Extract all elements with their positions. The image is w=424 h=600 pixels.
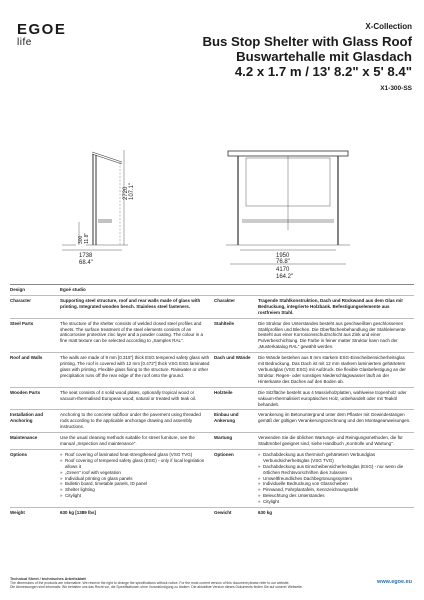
label-roof-en: Roof and Walls	[10, 355, 43, 361]
logo-brand: EGOE	[17, 21, 67, 38]
option-item: » Individuelle Bedruckung von Glasscheiben	[258, 481, 412, 487]
website-link[interactable]: www.egoe.eu	[377, 579, 412, 585]
brand-logo	[17, 22, 66, 48]
title-dimensions: 4.2 x 1.7 m / 13' 8.2" x 5' 8.4"	[234, 63, 412, 79]
dim-inner-in: 76.8"	[276, 259, 290, 265]
option-item: » Shelter lighting	[60, 487, 210, 493]
steel-en: The structure of the shelter consists of welded closed steel profiles and sheets. The surface treatment of the steel elements consists of an anticorrosive protective zinc layer and a powder coating. The colour in a fine matt texture can be selected according to „Samples RAL".	[60, 320, 203, 344]
label-wood-de: Holzteile	[214, 389, 233, 395]
maint-en: Use the usual cleaning methods suitable for street furniture, see the manual „Inspection and maintenance".	[60, 435, 195, 447]
label-design: Design	[10, 287, 26, 292]
dim-depth-mm: 1738	[79, 253, 93, 259]
label-steel-de: Stahlteile	[214, 320, 235, 326]
label-steel-en: Steel Parts	[10, 320, 34, 326]
footer-disclaimer-en: The dimensions of the products are informative. We reserve the right to change the specifications without notice. For the most current version of this document please refer to our website.	[10, 581, 290, 586]
steel-de: Die Struktur des Unterstandes besteht aus geschweißten geschlossenen Stahlprofilen und Blechen. Die Oberflächenbehandlung der Stahlelemente besteht aus einer Korrosionsschutzschicht aus Zink und einer Pulverbeschichtung. Die Farbe in feiner matter Struktur kann nach der „Musterkatalog RAL" gewählt werden.	[258, 320, 406, 350]
dim-bench-mm: 300	[78, 235, 84, 244]
label-install-de: Einbau und Ankerung	[214, 412, 239, 424]
spec-row-character	[10, 295, 414, 318]
dim-width-mm: 4170	[276, 267, 290, 273]
label-character-en: Character	[10, 297, 32, 303]
spec-row-wood	[10, 387, 414, 410]
option-item: » Roof covering of laminated heat-strengthened glass (VSG TVG)	[60, 452, 210, 458]
option-item: » Individual printing on glass panels	[60, 476, 210, 482]
label-maint-de: Wartung	[214, 435, 233, 441]
dim-depth-in: 68.4"	[79, 260, 93, 266]
spec-row-maintenance	[10, 432, 414, 449]
title-de: Buswartehalle mit Glasdach	[236, 48, 412, 64]
side-view-drawing	[62, 152, 128, 245]
spec-row-options	[10, 449, 414, 507]
option-item: » Roof covering of tempered safety glass (ESG) - only if local legislation allows it	[60, 458, 210, 470]
weight-de: 630 kg	[258, 510, 273, 516]
technical-drawing	[0, 140, 424, 280]
dim-bench-in: 11.8"	[84, 232, 90, 244]
dim-height-in: 107.1"	[129, 182, 135, 200]
label-character-de: Charakter	[214, 297, 236, 303]
logo-sub: life	[17, 37, 32, 48]
option-item: » Beleuchtung des Unterstandes	[258, 493, 412, 499]
install-en: Anchoring to the concrete subfloor under the pavement using threaded rods according to the applicable anchorage drawing and assembly instructions.	[60, 412, 201, 430]
title-en: Bus Stop Shelter with Glass Roof	[202, 33, 412, 49]
dimension-lines	[62, 150, 346, 264]
dim-height-mm: 2720	[123, 186, 129, 200]
label-maint-en: Maintenance	[10, 435, 38, 441]
label-options-de: Optionen	[214, 451, 234, 457]
option-item: » Citylight	[258, 499, 412, 505]
label-options-en: Options	[10, 451, 27, 457]
install-de: Verankerung im Betonuntergrund unter dem Pflaster mit Gewindestangen gemäß der gültigen Verankerungszeichnung und den Montageanweisungen.	[258, 412, 411, 424]
spec-row-weight	[10, 507, 414, 518]
specification-table	[10, 284, 414, 518]
options-list-de	[258, 452, 412, 505]
label-weight-de: Gewicht	[214, 510, 232, 516]
label-weight-en: Weight	[10, 510, 25, 516]
label-install-en: Installation and Anchoring	[10, 412, 44, 424]
character-de: Tragende Stahlkonstruktion, Dach und Rückwand aus dem Glas mit Bedruckung, integrierte Holzbank. Befestigungselemente aus rostfreiem Stahl.	[258, 297, 403, 315]
option-item: » Citylight	[60, 493, 210, 499]
character-en: Supporting steel structure, roof and rear walls made of glass with printing. Integrated wooden bench. Stainless steel fasteners.	[60, 297, 201, 309]
maint-de: Verwenden Sie die üblichen Wartungs- und Reinigungsmethoden, die für Stadtmöbel geeignet sind, siehe Handbuch „Kontrolle und Wartung".	[258, 435, 403, 447]
document-header	[202, 23, 412, 93]
option-item: » Dachabdeckung aus thermisch gehärtetem Verbundglas Verbundsicherheitsglas (VSG TVG)	[258, 452, 412, 464]
design-value: Egoé studio	[60, 287, 86, 292]
spec-row-steel	[10, 318, 414, 353]
footer-note	[10, 577, 414, 590]
label-roof-de: Dach und Wände	[214, 355, 251, 361]
option-item: » Pinnwand, Fahrplantafeln, Kennzeichnungstafel	[258, 487, 412, 493]
weight-en: 630 kg [1389 lbs]	[60, 510, 97, 516]
option-item: » Bulletin board, timetable panels, ID panel	[60, 481, 210, 487]
footer-title: Technical Sheet / technisches Arbeitsblatt	[10, 577, 86, 581]
spec-row-roof	[10, 352, 414, 387]
wood-de: Die Sitzfläche besteht aus 4 Massivholzplatten, wahlweise tropenholz oder vakuum-thermalisiert europäisches Holz, unbehandelt oder mit Teaköl behandelt.	[258, 389, 407, 407]
roof-de: Die Wände bestehen aus 8 mm starkem ESG-Einscheibensicherheitsglas mit Bedruckung. Das Dach ist mit 12 mm starkem laminiertem gehärtetem Verbundglas (VSG ESG) mit Aufdruck. Die flexible Glasbefestigung an der Struktur. Regen- oder sonstiges Niederschlagswasser läuft an der Hinterkante des Daches auf den Boden ab.	[258, 355, 406, 384]
dim-inner-mm: 1950	[276, 253, 290, 259]
footer-disclaimer-de: Die Abmessungen sind informativ. Wir behalten uns das Recht vor, die Spezifikationen ohne Vorankündigung zu ändern. Die aktuellste Version dieses Dokuments finden Sie auf unserer Webseite.	[10, 585, 303, 590]
collection-name: X-Collection	[365, 22, 412, 31]
spec-row-install	[10, 409, 414, 432]
options-list-en	[60, 452, 210, 499]
wood-en: The seat consists of 4 solid wood plates, optionally tropical wood or vacuum-thermalised European wood; natural or treated with teak oil.	[60, 389, 197, 401]
dim-width-in: 164.2"	[276, 274, 294, 280]
option-item: » „Green" roof with vegetation	[60, 470, 210, 476]
option-item: » Umweltfreundliches Dachbegrünungssystem	[258, 476, 412, 482]
label-wood-en: Wooden Parts	[10, 389, 41, 395]
option-item: » Dachabdeckung aus Einscheibensicherheitsglas (ESG) - nur wenn die örtlichen Rechtsvorschriften dies zulassen	[258, 464, 412, 476]
roof-en: The walls are made of 8 mm [0.315"] thick ESG tempered safety glass with printing. The roof is covered with 12 mm [0.472"] thick VSG ESG laminated glass with printing. Flexible glass fixing to the structure. Rainwater or other precipitation runs off the rear edge of the roof onto the ground.	[60, 355, 210, 378]
product-code: X1-300-SS	[380, 85, 412, 93]
spec-row-design	[10, 284, 414, 295]
front-view-drawing	[226, 151, 350, 245]
